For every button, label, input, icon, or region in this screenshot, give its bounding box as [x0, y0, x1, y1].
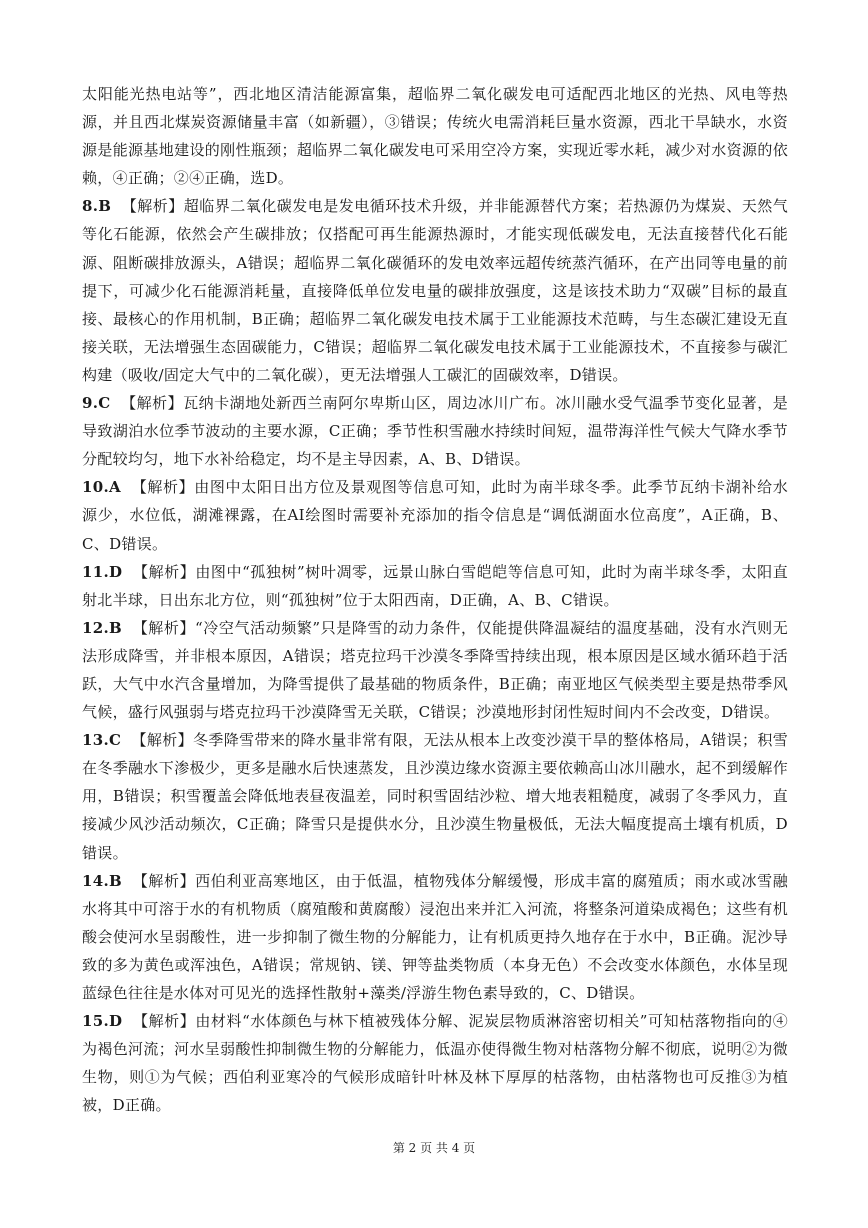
- page-footer: 第 2 页 共 4 页: [392, 1141, 476, 1155]
- answer-item-15: [82, 1007, 788, 1119]
- answer-explanations: [82, 80, 788, 1119]
- paragraph-text: 【解析】冬季降雪带来的降水量非常有限，无法从根本上改变沙漠干旱的整体格局，A错误；积雪在冬季融水下渗极少，更多是融水后快速蒸发，且沙漠边缘水资源主要依赖高山冰川融水，起不到缓解作用，B错误；积雪覆盖会降低地表昼夜温差，同时积雪固结沙粒、增大地表粗糙度，减弱了冬季风力，直接减少风沙活动频次，C正确；降雪只是提供水分，且沙漠生物量极低，无法大幅度提高土壤有机质，D错误。: [82, 731, 788, 862]
- answer-number: 11.D: [82, 562, 123, 581]
- paragraph-text: 【解析】由图中太阳日出方位及景观图等信息可知，此时为南半球冬季。此季节瓦纳卡湖补给水源少，水位低，湖滩裸露，在AI绘图时需要补充添加的指令信息是“调低湖面水位高度”，A正确，B、C、D错误。: [82, 478, 789, 553]
- answer-number: 9.C: [82, 394, 111, 413]
- paragraph-text: 【解析】由图中“孤独树”树叶凋零，远景山脉白雪皑皑等信息可知，此时为南半球冬季，太阳直射北半球，日出东北方位，则“孤独树”位于太阳西南，D正确，A、B、C错误。: [82, 562, 788, 609]
- paragraph-text: 【解析】“冷空气活动频繁”只是降雪的动力条件，仅能提供降温凝结的温度基础，没有水汽则无法形成降雪，并非根本原因，A错误；塔克拉玛干沙漠冬季降雪持续出现，根本原因是区域水循环趋于活跃，大气中水汽含量增加，为降雪提供了最基础的物质条件，B正确；南亚地区气候类型主要是热带季风气候，盛行风强弱与塔克拉玛干沙漠降雪无关联，C错误；沙漠地形封闭性短时间内不会改变，D错误。: [82, 618, 788, 722]
- answer-item-11: [82, 558, 788, 614]
- answer-item-12: [82, 614, 788, 726]
- paragraph-text: 太阳能光热电站等”，西北地区清洁能源富集，超临界二氧化碳发电可适配西北地区的光热、风电等热源，并且西北煤炭资源储量丰富（如新疆），③错误；传统火电需消耗巨量水资源，西北干旱缺水，水资源是能源基地建设的刚性瓶颈；超临界二氧化碳发电可采用空冷方案，实现近零水耗，减少对水资源的依赖，④正确；②④正确，选D。: [82, 85, 788, 188]
- answer-number: 10.A: [82, 478, 121, 497]
- answer-number: 13.C: [82, 731, 122, 750]
- paragraph-text: 【解析】西伯利亚高寒地区，由于低温，植物残体分解缓慢，形成丰富的腐殖质；雨水或冰雪融水将其中可溶于水的有机物质（腐殖酸和黄腐酸）浸泡出来并汇入河流，将整条河道染成褐色；这些有机酸会使河水呈弱酸性，进一步抑制了微生物的分解能力，让有机质更持久地存在于水中，B正确。泥沙导致的多为黄色或浑浊色，A错误；常规钠、镁、钾等盐类物质（本身无色）不会改变水体颜色，水体呈现蓝绿色往往是水体对可见光的选择性散射+藻类/浮游生物色素导致的，C、D错误。: [82, 871, 789, 1002]
- answer-item-14: [82, 867, 788, 1007]
- answer-number: 8.B: [82, 197, 112, 216]
- answer-item-8: [82, 192, 788, 389]
- paragraph-text: 【解析】由材料“水体颜色与林下植被残体分解、泥炭层物质淋溶密切相关”可知枯落物指向的④为褐色河流；河水呈弱酸性抑制微生物的分解能力，低温亦使得微生物对枯落物分解不彻底，说明②为微生物，则①为气候；西伯利亚寒冷的气候形成暗针叶林及林下厚厚的枯落物，由枯落物也可反推③为植被，D正确。: [82, 1012, 788, 1115]
- answer-item-9: [82, 389, 788, 473]
- answer-item-10: [82, 473, 788, 557]
- answer-item-13: [82, 726, 788, 866]
- answer-number: 14.B: [82, 871, 122, 890]
- answer-number: 15.D: [82, 1012, 123, 1031]
- paragraph-text: 【解析】超临界二氧化碳发电是发电循环技术升级，并非能源替代方案；若热源仍为煤炭、天然气等化石能源，依然会产生碳排放；仅搭配可再生能源热源时，才能实现低碳发电，无法直接替代化石能源、阻断碳排放源头，A错误；超临界二氧化碳循环的发电效率远超传统蒸汽循环，在产出同等电量的前提下，可减少化石能源消耗量，直接降低单位发电量的碳排放强度，这是该技术助力“双碳”目标的最直接、最核心的作用机制，B正确；超临界二氧化碳发电技术属于工业能源技术范畴，与生态碳汇建设无直接关联，无法增强生态固碳能力，C错误；超临界二氧化碳发电技术属于工业能源技术，不直接参与碳汇构建（吸收/固定大气中的二氧化碳），更无法增强人工碳汇的固碳效率，D错误。: [82, 197, 789, 384]
- paragraph-text: 【解析】瓦纳卡湖地处新西兰南阿尔卑斯山区，周边冰川广布。冰川融水受气温季节变化显著，是导致湖泊水位季节波动的主要水源，C正确；季节性积雪融水持续时间短，温带海洋性气候大气降水季节分配较均匀，地下水补给稳定，均不是主导因素，A、B、D错误。: [82, 394, 789, 469]
- paragraph-continued: [82, 80, 788, 192]
- answer-number: 12.B: [82, 618, 122, 637]
